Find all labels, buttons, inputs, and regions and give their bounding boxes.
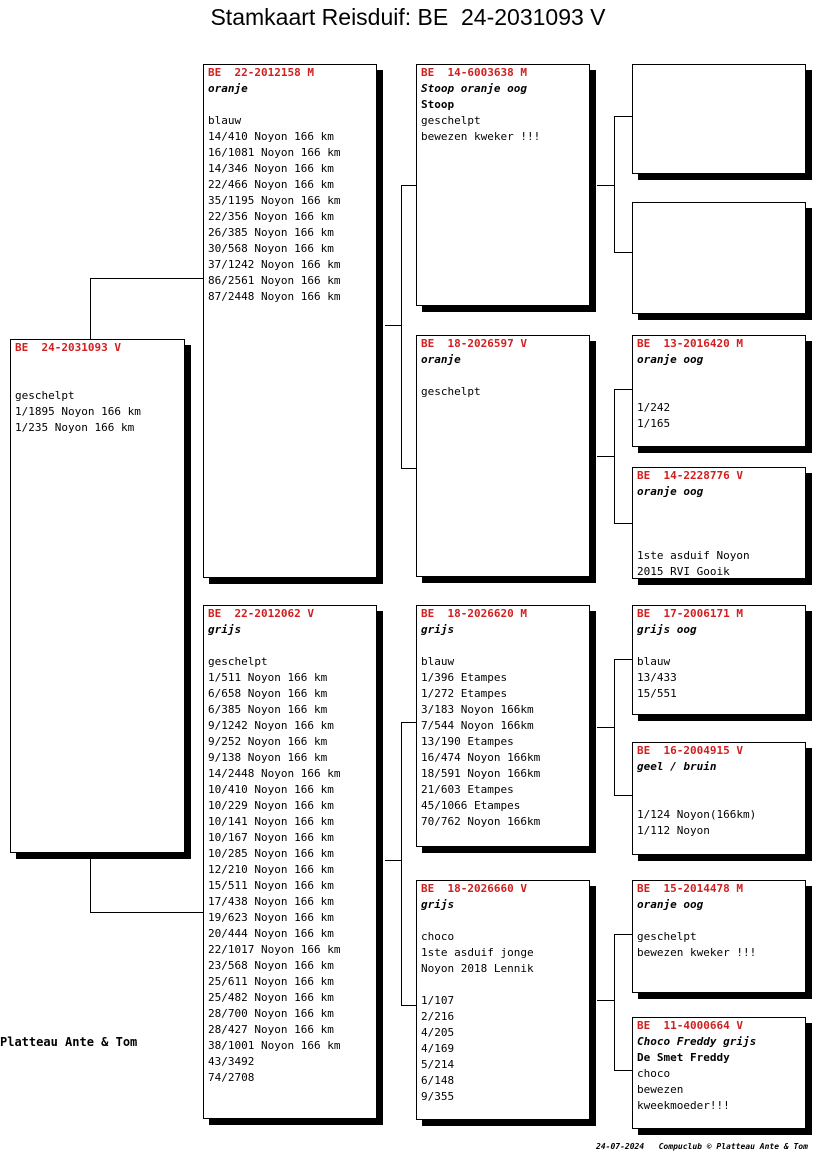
pigeon-info-line: 86/2561 Noyon 166 km [208, 274, 341, 287]
pigeon-info-line: kweekmoeder!!! [637, 1099, 730, 1112]
pigeon-color: Stoop oranje oog [421, 82, 527, 95]
connector [597, 456, 614, 457]
pigeon-info-line: 10/167 Noyon 166 km [208, 831, 334, 844]
connector [597, 185, 614, 186]
pigeon-info-line: 14/2448 Noyon 166 km [208, 767, 341, 780]
pigeon-info-line: 15/511 Noyon 166 km [208, 879, 334, 892]
pigeon-card-mmm[interactable] [632, 1017, 806, 1129]
pigeon-card-ff[interactable] [416, 64, 590, 306]
pigeon-info-line: geschelpt [421, 385, 481, 398]
pigeon-color: oranje [208, 82, 248, 95]
pigeon-card-fmm[interactable] [632, 467, 806, 579]
pigeon-info-line: 1/112 Noyon [637, 824, 710, 837]
page-title: Stamkaart Reisduif: BE 24-2031093 V [210, 4, 606, 30]
connector [614, 659, 632, 660]
pigeon-card-fff[interactable] [632, 64, 806, 174]
pigeon-info-line: blauw [637, 655, 671, 668]
pigeon-info-line: 37/1242 Noyon 166 km [208, 258, 341, 271]
pigeon-info-line: 9/1242 Noyon 166 km [208, 719, 334, 732]
pigeon-color: grijs [208, 623, 242, 636]
pigeon-card-fmf[interactable] [632, 335, 806, 447]
pigeon-info-line: 13/433 [637, 671, 677, 684]
pigeon-card-mfm[interactable] [632, 742, 806, 855]
pigeon-info-line: 15/551 [637, 687, 677, 700]
connector [90, 278, 204, 279]
pigeon-info-line: geschelpt [421, 114, 481, 127]
pigeon-info-line [637, 500, 801, 516]
pigeon-info-line: 1/272 Etampes [421, 687, 508, 700]
pigeon-card-father[interactable] [203, 64, 377, 578]
pigeon-info-line: 22/466 Noyon 166 km [208, 178, 334, 191]
pigeon-info-line: 6/148 [421, 1074, 455, 1087]
connector [401, 722, 417, 723]
pigeon-card-mff[interactable] [632, 605, 806, 715]
pigeon-info-line: 38/1001 Noyon 166 km [208, 1039, 341, 1052]
pigeon-card-mm[interactable] [416, 880, 590, 1120]
pigeon-info-line [421, 913, 585, 929]
pigeon-color: oranje oog [637, 353, 704, 366]
pigeon-info-line: 26/385 Noyon 166 km [208, 226, 334, 239]
pigeon-info-line: 9/252 Noyon 166 km [208, 735, 328, 748]
pigeon-info-line: geschelpt [637, 930, 697, 943]
pigeon-info-line: 1/165 [637, 417, 671, 430]
pigeon-info-line: 25/482 Noyon 166 km [208, 991, 334, 1004]
pigeon-info-line: 17/438 Noyon 166 km [208, 895, 334, 908]
pigeon-info-line: 1/1895 Noyon 166 km [15, 405, 141, 418]
pigeon-info-line: 22/1017 Noyon 166 km [208, 943, 341, 956]
pigeon-info-line: 28/700 Noyon 166 km [208, 1007, 334, 1020]
pigeon-info-line: 20/444 Noyon 166 km [208, 927, 334, 940]
pigeon-color: grijs [421, 898, 455, 911]
connector [614, 523, 632, 524]
pigeon-info-line [637, 791, 801, 807]
owner-name: Platteau Ante & Tom [0, 1035, 138, 1049]
pigeon-info-line: 9/355 [421, 1090, 455, 1103]
pigeon-info-line: geschelpt [208, 655, 268, 668]
pigeon-info-line: 19/623 Noyon 166 km [208, 911, 334, 924]
ring-number: BE 24-2031093 V [15, 341, 121, 354]
connector [597, 727, 614, 728]
pigeon-color: oranje oog [637, 485, 704, 498]
ring-number: BE 18-2026620 M [421, 607, 527, 620]
pigeon-info-line: 14/346 Noyon 166 km [208, 162, 334, 175]
footer-credit: 24-07-2024 Compuclub © Platteau Ante & Tom [596, 1142, 808, 1151]
pigeon-info-line: 9/138 Noyon 166 km [208, 751, 328, 764]
pigeon-color: oranje oog [637, 898, 704, 911]
pigeon-info-line: 6/385 Noyon 166 km [208, 703, 328, 716]
pigeon-info-line: choco [421, 930, 455, 943]
connector [385, 860, 402, 861]
pigeon-info-line [421, 638, 585, 654]
pigeon-info-line: 1/235 Noyon 166 km [15, 421, 135, 434]
pigeon-info-line: 28/427 Noyon 166 km [208, 1023, 334, 1036]
pigeon-info-line: 70/762 Noyon 166km [421, 815, 541, 828]
pigeon-info-line [637, 532, 801, 548]
pigeon-info-line: bewezen kweker !!! [421, 130, 541, 143]
ring-number: BE 14-6003638 M [421, 66, 527, 79]
pigeon-info-line: 1/124 Noyon(166km) [637, 808, 757, 821]
ring-number: BE 13-2016420 M [637, 337, 743, 350]
pigeon-info-line [637, 638, 801, 654]
ring-number: BE 18-2026597 V [421, 337, 527, 350]
pigeon-info-line: 4/205 [421, 1026, 455, 1039]
pigeon-card-ffm[interactable] [632, 202, 806, 314]
ring-number: BE 14-2228776 V [637, 469, 743, 482]
pigeon-info-line: 14/410 Noyon 166 km [208, 130, 334, 143]
pigeon-info-line: 43/3492 [208, 1055, 255, 1068]
pigeon-info-line [637, 775, 801, 791]
connector [385, 325, 402, 326]
pigeon-info-line [421, 368, 585, 384]
pigeon-color [15, 356, 180, 372]
pigeon-info-line: blauw [421, 655, 455, 668]
pigeon-info-line: 21/603 Etampes [421, 783, 514, 796]
pigeon-info-line: bewezen [637, 1083, 684, 1096]
pigeon-info-line: 30/568 Noyon 166 km [208, 242, 334, 255]
connector [401, 468, 417, 469]
ring-number: BE 22-2012062 V [208, 607, 314, 620]
pigeon-info-line: 4/169 [421, 1042, 455, 1055]
pigeon-info-line: 35/1195 Noyon 166 km [208, 194, 341, 207]
pigeon-info-line [208, 638, 372, 654]
pigeon-info-line: 2015 RVI Gooik [637, 565, 730, 578]
pigeon-info-line: 45/1066 Etampes [421, 799, 521, 812]
connector [597, 1000, 614, 1001]
connector [90, 278, 91, 340]
pigeon-info-line: Stoop [421, 98, 455, 111]
pigeon-info-line: Noyon 2018 Lennik [421, 962, 534, 975]
pigeon-card-mother[interactable] [203, 605, 377, 1119]
pigeon-info-line [15, 372, 180, 388]
pigeon-info-line [421, 977, 585, 993]
pigeon-color: oranje [421, 353, 461, 366]
pigeon-card-fm[interactable] [416, 335, 590, 577]
connector [401, 1005, 417, 1006]
ring-number: BE 17-2006171 M [637, 607, 743, 620]
connector [90, 912, 204, 913]
pigeon-info-line: blauw [208, 114, 242, 127]
connector [614, 934, 615, 1070]
pigeon-info-line: 12/210 Noyon 166 km [208, 863, 334, 876]
connector [401, 185, 402, 468]
ring-number: BE 22-2012158 M [208, 66, 314, 79]
ring-number: BE 15-2014478 M [637, 882, 743, 895]
pigeon-info-line: 16/474 Noyon 166km [421, 751, 541, 764]
pigeon-info-line: 16/1081 Noyon 166 km [208, 146, 341, 159]
pigeon-info-line: 18/591 Noyon 166km [421, 767, 541, 780]
pigeon-color: geel / bruin [637, 760, 717, 773]
ring-number: BE 18-2026660 V [421, 882, 527, 895]
pigeon-info-line: 22/356 Noyon 166 km [208, 210, 334, 223]
pigeon-info-line: 3/183 Noyon 166km [421, 703, 534, 716]
pigeon-info-line: 10/229 Noyon 166 km [208, 799, 334, 812]
pigeon-info-line [208, 97, 372, 113]
pigeon-info-line: 74/2708 [208, 1071, 255, 1084]
pigeon-card-root[interactable] [10, 339, 185, 853]
ring-number: BE 16-2004915 V [637, 744, 743, 757]
connector [614, 1070, 632, 1071]
pigeon-color: Choco Freddy grijs [637, 1035, 757, 1048]
pigeon-info-line: 1ste asduif Noyon [637, 549, 750, 562]
pigeon-color: grijs [421, 623, 455, 636]
connector [614, 252, 632, 253]
connector [90, 853, 91, 912]
pigeon-info-line: 2/216 [421, 1010, 455, 1023]
connector [614, 795, 632, 796]
pigeon-info-line [637, 368, 801, 384]
pigeon-card-mf[interactable] [416, 605, 590, 847]
pigeon-info-line: 25/611 Noyon 166 km [208, 975, 334, 988]
pigeon-info-line: 1/511 Noyon 166 km [208, 671, 328, 684]
pigeon-color: grijs oog [637, 623, 697, 636]
pigeon-info-line: 10/410 Noyon 166 km [208, 783, 334, 796]
ring-number: BE 11-4000664 V [637, 1019, 743, 1032]
pigeon-info-line: 1ste asduif jonge [421, 946, 534, 959]
pigeon-info-line [637, 384, 801, 400]
pigeon-info-line [637, 913, 801, 929]
pigeon-info-line: 10/141 Noyon 166 km [208, 815, 334, 828]
pigeon-info-line: 10/285 Noyon 166 km [208, 847, 334, 860]
connector [401, 185, 417, 186]
pigeon-info-line: 23/568 Noyon 166 km [208, 959, 334, 972]
pigeon-info-line: 13/190 Etampes [421, 735, 514, 748]
pigeon-info-line: 87/2448 Noyon 166 km [208, 290, 341, 303]
connector [614, 934, 632, 935]
pigeon-info-line: bewezen kweker !!! [637, 946, 757, 959]
pigeon-card-mmf[interactable] [632, 880, 806, 993]
connector [401, 722, 402, 1005]
pigeon-info-line: geschelpt [15, 389, 75, 402]
connector [614, 659, 615, 795]
pigeon-info-line: 7/544 Noyon 166km [421, 719, 534, 732]
connector [614, 116, 632, 117]
pigeon-info-line: 1/396 Etampes [421, 671, 508, 684]
connector [614, 116, 615, 252]
pigeon-info-line: 5/214 [421, 1058, 455, 1071]
pigeon-info-line: 1/107 [421, 994, 455, 1007]
pigeon-info-line [637, 516, 801, 532]
pigeon-info-line: De Smet Freddy [637, 1051, 730, 1064]
pigeon-info-line: choco [637, 1067, 671, 1080]
connector [614, 389, 632, 390]
connector [614, 389, 615, 523]
pigeon-info-line: 6/658 Noyon 166 km [208, 687, 328, 700]
pigeon-info-line: 1/242 [637, 401, 671, 414]
